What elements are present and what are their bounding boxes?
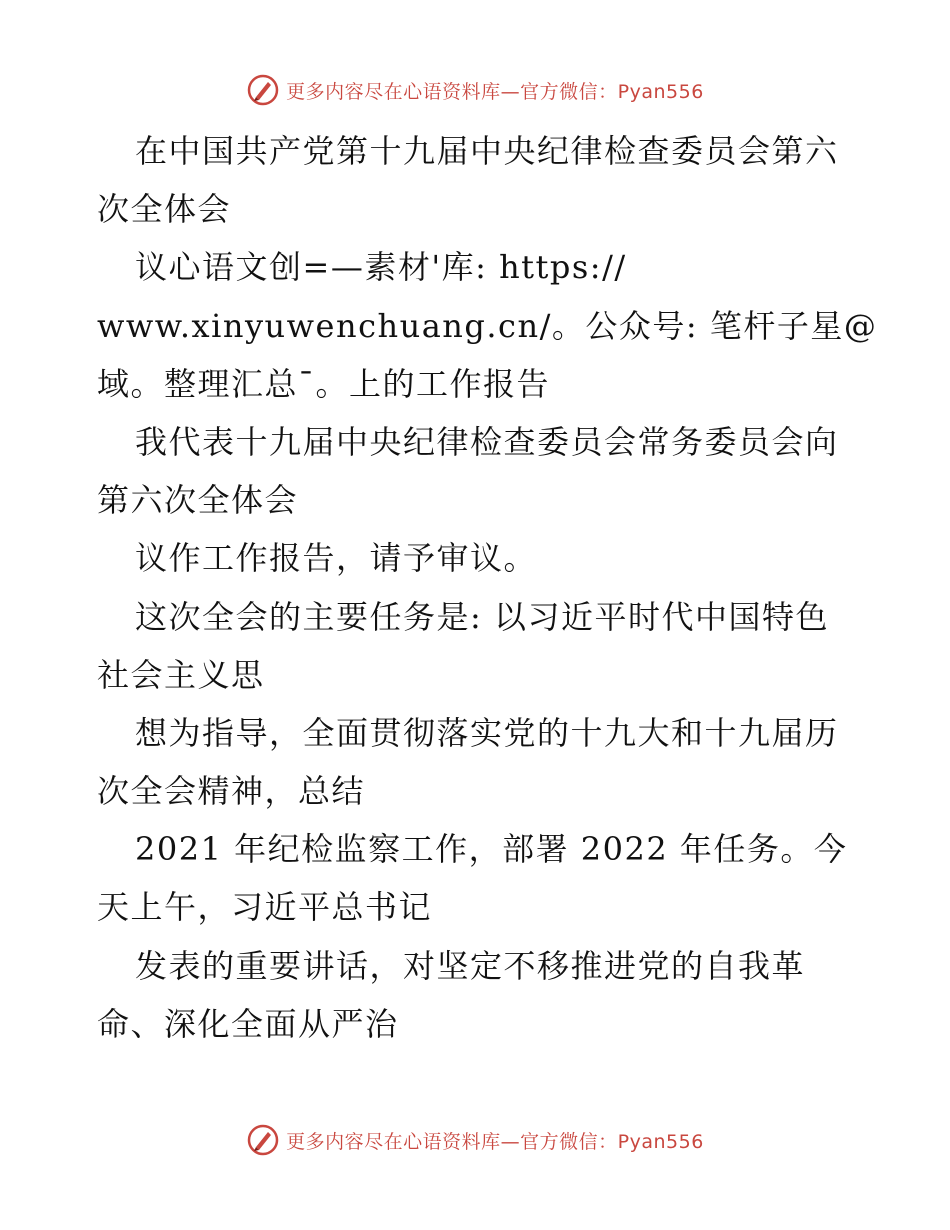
pen-nib-icon — [246, 73, 280, 107]
text-line: 议心语文创=—素材'库: https:// — [135, 248, 627, 287]
watermark-text: 更多内容尽在心语资料库—官方微信：Pyan556 — [286, 1130, 704, 1153]
text-line: 我代表十九届中央纪律检查委员会常务委员会向 — [135, 422, 839, 461]
watermark-text: 更多内容尽在心语资料库—官方微信：Pyan556 — [286, 80, 704, 103]
text-line: 这次全会的主要任务是: 以习近平时代中国特色 — [135, 597, 829, 636]
text-line: 2021 年纪检监察工作，部署 2022 年任务。今 — [135, 830, 848, 869]
text-line: 天上午，习近平总书记 — [97, 888, 433, 927]
text-line: 想为指导，全面贯彻落实党的十九大和十九届历 — [135, 713, 839, 752]
text-line: www.xinyuwenchuang.cn/。公众号: 笔杆子星@ — [97, 306, 878, 345]
text-line: 命、深化全面从严治 — [97, 1004, 399, 1043]
text-line: 议作工作报告，请予审议。 — [135, 539, 538, 578]
text-line: 次全体会 — [97, 190, 232, 229]
header-watermark — [0, 72, 950, 108]
text-line: 社会主义思 — [97, 655, 265, 694]
text-line: 第六次全体会 — [97, 481, 299, 520]
document-body — [97, 122, 878, 1053]
text-line: 次全会精神，总结 — [97, 772, 366, 811]
text-line: 发表的重要讲话，对坚定不移推进党的自我革 — [135, 946, 806, 985]
footer-watermark — [0, 1122, 950, 1158]
text-line: 在中国共产党第十九届中央纪律检查委员会第六 — [135, 132, 839, 170]
text-line: 域。整理汇总¯。上的工作报告 — [97, 364, 551, 403]
pen-nib-icon — [246, 1123, 280, 1157]
